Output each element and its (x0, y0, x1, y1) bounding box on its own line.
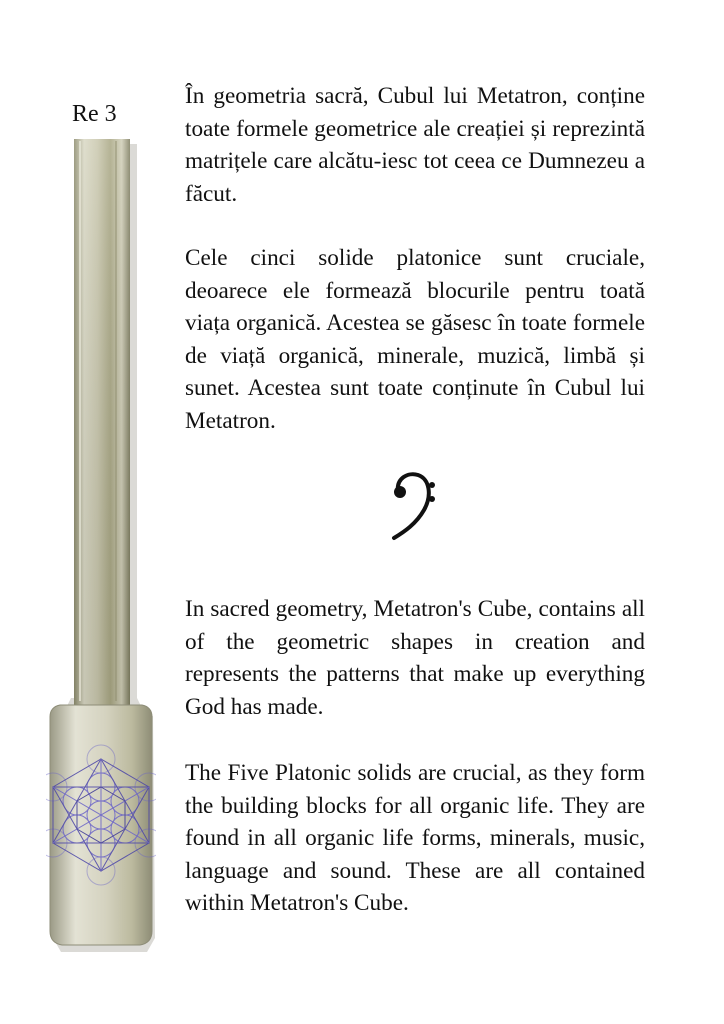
english-paragraph-2 (185, 757, 645, 920)
romanian-paragraph-1-text: În geometria sacră, Cubul lui Metatron, conține toate formele geometrice ale creației și reprezintă matrițele care alcătu-iesc tot ceea ce Dumnezeu a făcut. (185, 83, 645, 207)
note-label: Re 3 (72, 101, 117, 127)
romanian-paragraph-2-text: Cele cinci solide platonice sunt cruciale, deoarece ele formează blocurile pentru toată viața organică. Acestea se găsesc în toate formele de viață organică, minerale, muzică, limbă și sunet. Acestea sunt toate conținute în Cubul lui Metatron. (185, 245, 645, 434)
english-paragraph-1 (185, 593, 645, 723)
bass-clef-icon (388, 470, 438, 542)
english-paragraph-2-text: The Five Platonic solids are crucial, as they form the building blocks for all organic life. They are found in all organic life forms, minerals, music, language and sound. These are all contained within Metatron's Cube. (185, 760, 645, 916)
romanian-paragraph-1 (185, 80, 645, 210)
tuning-fork-image (46, 135, 156, 955)
english-paragraph-1-text: In sacred geometry, Metatron's Cube, contains all of the geometric shapes in creation and represents the patterns that make up everything God has made. (185, 596, 645, 720)
romanian-paragraph-2 (185, 242, 645, 437)
